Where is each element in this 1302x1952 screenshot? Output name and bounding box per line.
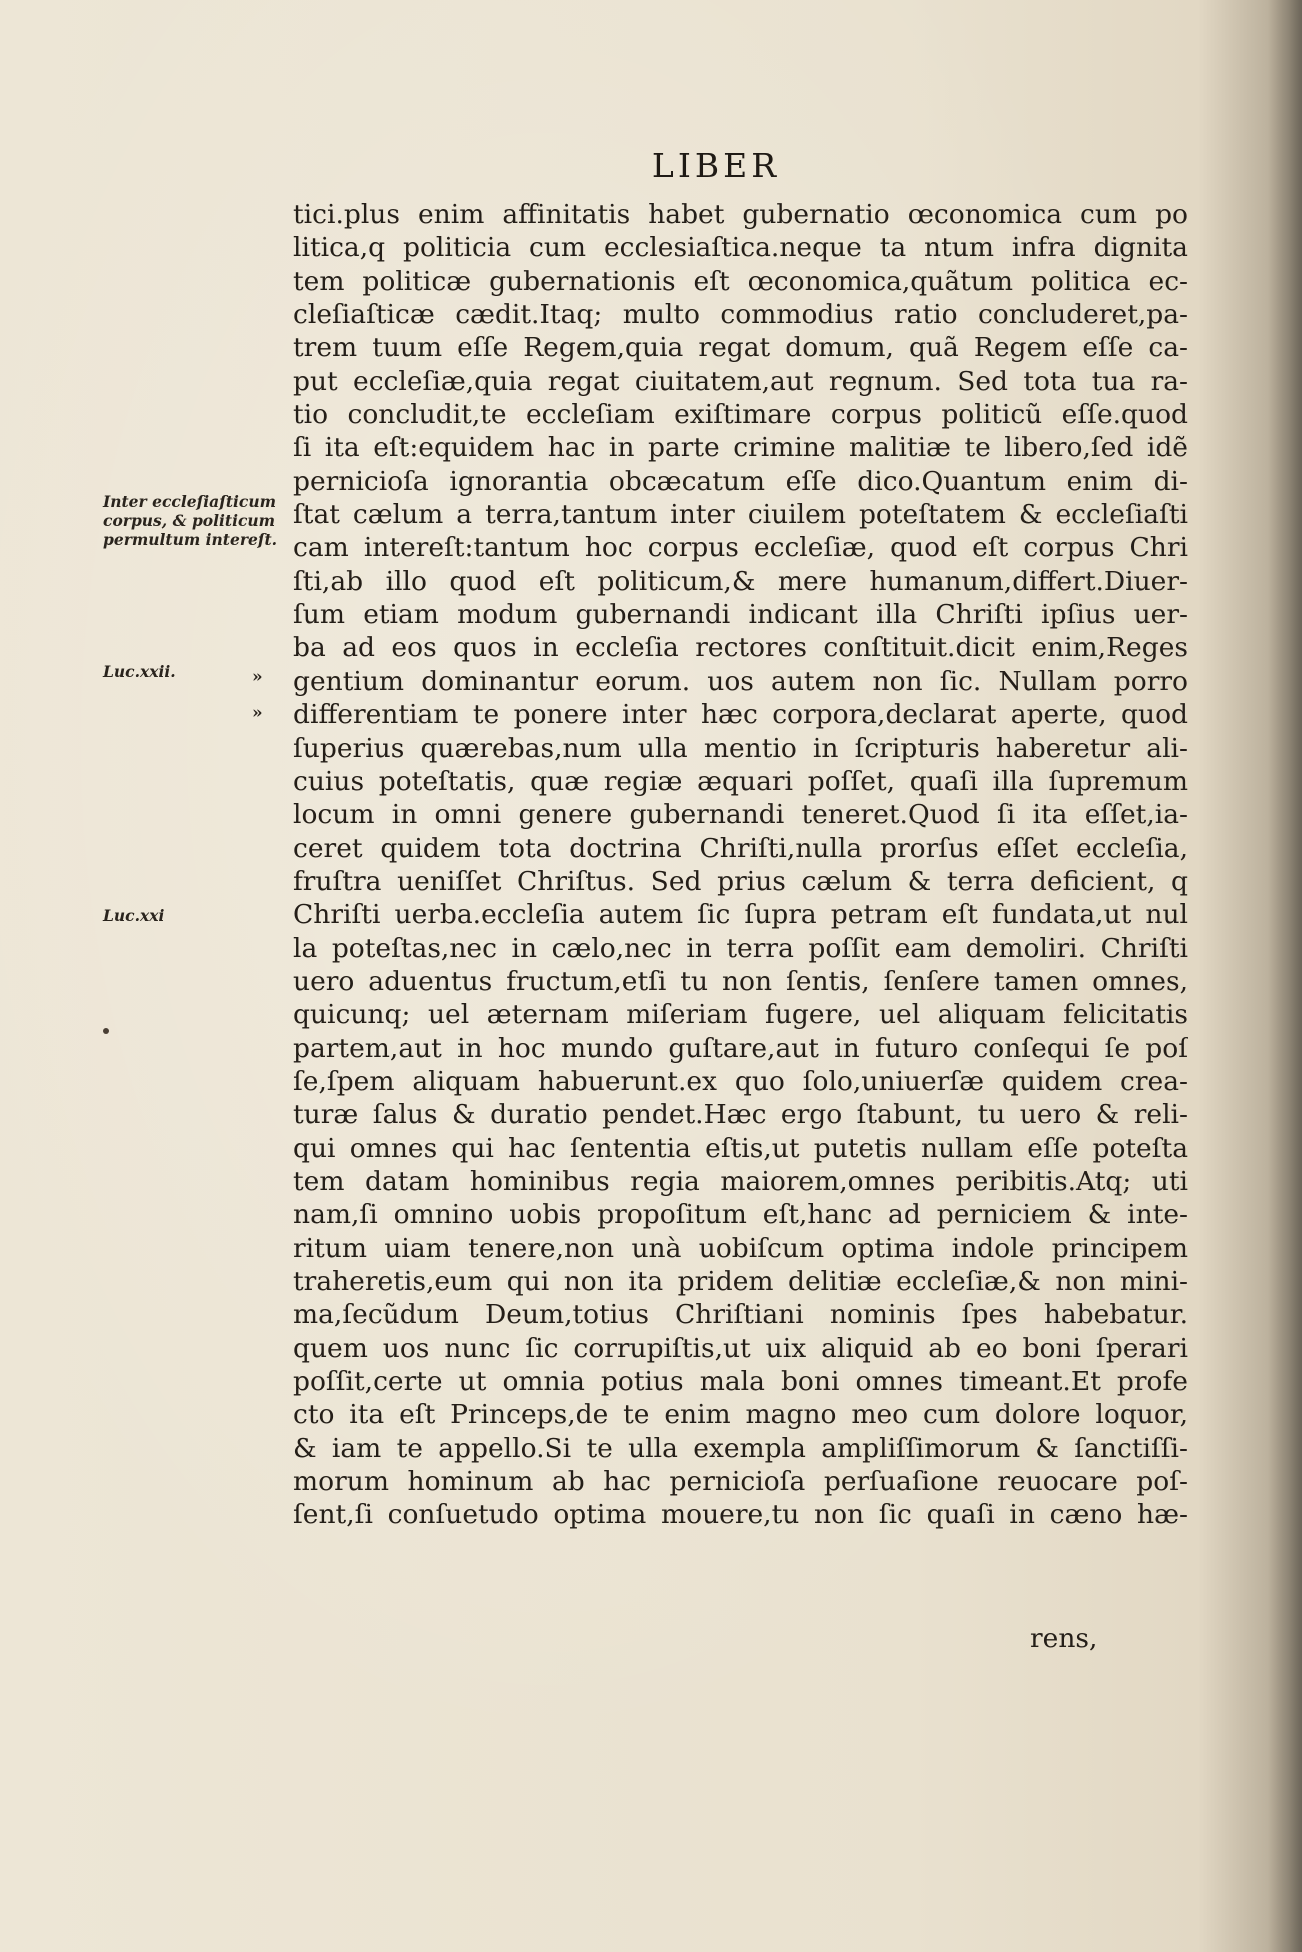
text-line: locum in omni genere gubernandi teneret.Quod ſi ita eſſet,ia- xyxy=(293,799,1188,831)
marginal-note-luke-22: Luc.xxii. xyxy=(103,662,176,681)
marginal-note-line: corpus, & politicum xyxy=(103,511,276,530)
text-line: uero aduentus fructum,etſi tu non ſentis, ſenſere tamen omnes, xyxy=(293,965,1188,997)
text-line: tem politicæ gubernationis eſt œconomica,quãtum politica ec- xyxy=(293,265,1188,297)
text-line: ſum etiam modum gubernandi indicant illa Chriſti ipſius uer- xyxy=(293,599,1188,631)
text-line: ſtat cælum a terra,tantum inter ciuilem poteſtatem & eccleſiaſti xyxy=(293,499,1188,531)
page-edge-shadow xyxy=(1268,0,1302,1952)
text-line: tio concludit,te eccleſiam exiſtimare corpus politicũ eſſe.quod xyxy=(293,399,1188,431)
text-line: ba ad eos quos in eccleſia rectores conſtituit.dicit enim,Reges xyxy=(293,632,1188,664)
marginal-note-line: permultum intereſt. xyxy=(103,530,278,549)
text-line: qui omnes qui hac ſententia eſtis,ut putetis nullam eſſe poteſta xyxy=(293,1132,1188,1164)
text-line: traheretis,eum qui non ita pridem delitiæ eccleſiæ,& non mini- xyxy=(293,1266,1188,1297)
text-line: ritum uiam tenere,non unà uobiſcum optima indole principem xyxy=(293,1232,1188,1264)
text-line: pernicioſa ignorantia obcæcatum eſſe dico.Quantum enim di- xyxy=(293,465,1188,497)
text-line: Chriſti uerba.eccleſia autem ſic ſupra petram eſt fundata,ut nul xyxy=(293,899,1188,931)
marginal-note-church-polity xyxy=(103,492,303,549)
text-line: tici.plus enim affinitatis habet gubernatio œconomica cum po xyxy=(293,199,1188,230)
text-line: tem datam hominibus regia maiorem,omnes peribitis.Atq; uti xyxy=(293,1165,1188,1197)
text-line: turæ ſalus & duratio pendet.Hæc ergo ſtabunt, tu uero & reli- xyxy=(293,1099,1188,1131)
text-line: fruſtra ueniſſet Chriſtus. Sed prius cælum & terra deficient, q xyxy=(293,865,1188,897)
marginal-note-line: Inter eccleſiaſticum xyxy=(103,492,277,511)
text-line: gentium dominantur eorum. uos autem non ſic. Nullam porro xyxy=(293,665,1188,697)
text-line: ſuperius quærebas,num ulla mentio in ſcripturis haberetur ali- xyxy=(293,732,1188,764)
text-line: ſti,ab illo quod eſt politicum,& mere humanum,differt.Diuer- xyxy=(293,565,1188,597)
quotation-mark: » xyxy=(252,703,263,723)
text-line: cam intereſt:tantum hoc corpus eccleſiæ, quod eſt corpus Chri xyxy=(293,532,1188,564)
text-line: ma,ſecũdum Deum,totius Chriſtiani nominis ſpes habebatur. xyxy=(293,1299,1188,1331)
marginal-note-luke-21: Luc.xxi xyxy=(103,906,165,925)
text-line: ſi ita eſt:equidem hac in parte crimine malitiæ te libero,ſed idẽ xyxy=(293,432,1188,464)
text-line: quicunq; uel æternam miſeriam fugere, uel aliquam felicitatis xyxy=(293,999,1188,1031)
text-line: & iam te appello.Si te ulla exempla ampliſſimorum & ſanctiſſi- xyxy=(293,1432,1188,1464)
text-line: ceret quidem tota doctrina Chriſti,nulla prorſus eſſet eccleſia, xyxy=(293,832,1188,864)
text-line: nam,ſi omnino uobis propoſitum eſt,hanc ad perniciem & inte- xyxy=(293,1199,1188,1231)
quotation-mark: » xyxy=(252,667,263,687)
text-line: cuius poteſtatis, quæ regiæ æquari poſſet, quaſi illa ſupremum xyxy=(293,765,1188,797)
text-line: cleſiaſticæ cædit.Itaq; multo commodius ratio concluderet,pa- xyxy=(293,299,1188,331)
text-line: morum hominum ab hac pernicioſa perſuaſione reuocare poſ- xyxy=(293,1466,1188,1498)
ink-spot xyxy=(103,1028,109,1034)
text-line: ſe,ſpem aliquam habuerunt.ex quo ſolo,uniuerſæ quidem crea- xyxy=(293,1065,1188,1097)
text-line: put eccleſiæ,quia regat ciuitatem,aut regnum. Sed tota tua ra- xyxy=(293,365,1188,397)
text-line: poſſit,certe ut omnia potius mala boni omnes timeant.Et profe xyxy=(293,1366,1188,1398)
text-line: la poteſtas,nec in cælo,nec in terra poſſit eam demoliri. Chriſti xyxy=(293,932,1188,964)
catchword: rens, xyxy=(1030,1623,1098,1654)
text-line: trem tuum eſſe Regem,quia regat domum, quã Regem eſſe ca- xyxy=(293,332,1188,364)
text-line: litica,q politicia cum ecclesiaſtica.neque ta ntum infra dignita xyxy=(293,232,1188,264)
text-line: partem,aut in hoc mundo guſtare,aut in futuro conſequi ſe poſ xyxy=(293,1032,1188,1064)
running-title: LIBER xyxy=(651,146,781,185)
text-line: cto ita eſt Princeps,de te enim magno meo cum dolore loquor, xyxy=(293,1399,1188,1431)
text-line: ſent,ſi conſuetudo optima mouere,tu non ſic quaſi in cæno hæ- xyxy=(293,1499,1188,1531)
body-text xyxy=(293,198,1188,1532)
text-line: quem uos nunc ſic corrupiſtis,ut uix aliquid ab eo boni ſperari xyxy=(293,1332,1188,1364)
text-line: differentiam te ponere inter hæc corpora,declarat aperte, quod xyxy=(293,699,1188,731)
